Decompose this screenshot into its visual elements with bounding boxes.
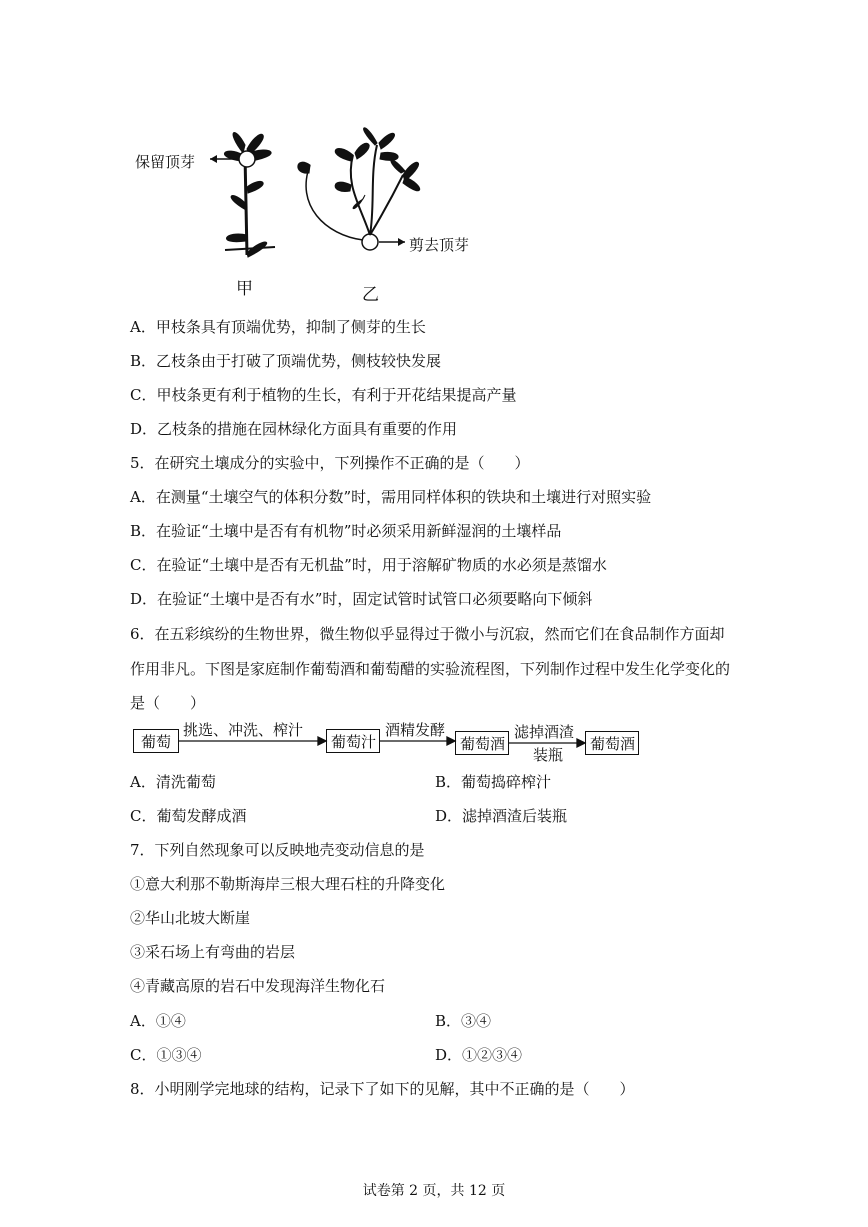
q5-option-d: D．在验证“土壤中是否有水”时，固定试管时试管口必须要略向下倾斜 xyxy=(130,590,593,608)
plant-branches-illustration xyxy=(125,115,485,305)
q6-option-d: D．滤掉酒渣后装瓶 xyxy=(435,807,568,825)
q7-option-c: C．①③④ xyxy=(130,1046,202,1064)
flow-step-3-label-line1: 滤掉酒渣 xyxy=(514,723,575,741)
flow-box-grape: 葡萄 xyxy=(133,729,179,753)
q5-option-b: B．在验证“土壤中是否有有机物”时必须采用新鲜湿润的土壤样品 xyxy=(130,522,562,540)
plant-figure xyxy=(125,115,485,305)
q7-stem: 7．下列自然现象可以反映地壳变动信息的是 xyxy=(130,841,425,859)
q5-stem: 5．在研究土壤成分的实验中，下列操作不正确的是（ ） xyxy=(130,454,530,472)
q4-option-c: C．甲枝条更有利于植物的生长，有利于开花结果提高产量 xyxy=(130,386,517,404)
q7-item-4: ④青藏高原的岩石中发现海洋生物化石 xyxy=(130,977,386,995)
q6-stem-line-2: 作用非凡。下图是家庭制作葡萄酒和葡萄醋的实验流程图，下列制作过程中发生化学变化的 xyxy=(130,660,731,678)
q5-option-c: C．在验证“土壤中是否有无机盐”时，用于溶解矿物质的水必须是蒸馏水 xyxy=(130,556,607,574)
q5-option-a: A．在测量“土壤空气的体积分数”时，需用同样体积的铁块和土壤进行对照实验 xyxy=(130,488,652,506)
caption-yi: 乙 xyxy=(362,285,379,305)
caption-jia: 甲 xyxy=(236,279,253,299)
page-footer: 试卷第 2 页，共 12 页 xyxy=(362,1183,506,1199)
q6-stem-line-1: 6．在五彩缤纷的生物世界，微生物似乎显得过于微小与沉寂，然而它们在食品制作方面却 xyxy=(130,625,725,643)
flow-step-1-label: 挑选、冲洗、榨汁 xyxy=(183,721,304,739)
plant-jia xyxy=(224,133,275,257)
q7-option-a: A．①④ xyxy=(130,1012,186,1030)
q7-item-3: ③采石场上有弯曲的岩层 xyxy=(130,943,296,961)
q6-option-c: C．葡萄发酵成酒 xyxy=(130,807,247,825)
flow-box-wine: 葡萄酒 xyxy=(455,731,509,755)
q4-option-b: B．乙枝条由于打破了顶端优势，侧枝较快发展 xyxy=(130,352,442,370)
q6-stem-line-3: 是（ ） xyxy=(130,694,206,712)
q7-item-2: ②华山北坡大断崖 xyxy=(130,909,251,927)
q8-stem: 8．小明刚学完地球的结构，记录下了如下的见解，其中不正确的是（ ） xyxy=(130,1080,635,1098)
label-keep-bud: 保留顶芽 xyxy=(135,153,196,171)
flow-step-2-label: 酒精发酵 xyxy=(385,721,446,739)
flow-step-3-label-line2: 装瓶 xyxy=(533,746,564,764)
q7-item-1: ①意大利那不勒斯海岸三根大理石柱的升降变化 xyxy=(130,875,446,893)
plant-yi xyxy=(298,128,420,250)
q4-option-a: A．甲枝条具有顶端优势，抑制了侧芽的生长 xyxy=(130,318,426,336)
q6-option-b: B．葡萄捣碎榨汁 xyxy=(435,773,552,791)
q7-option-b: B．③④ xyxy=(435,1012,492,1030)
flow-box-wine-final: 葡萄酒 xyxy=(585,731,639,755)
q7-option-d: D．①②③④ xyxy=(435,1046,523,1064)
q6-option-a: A．清洗葡萄 xyxy=(130,773,216,791)
q4-option-d: D．乙枝条的措施在园林绿化方面具有重要的作用 xyxy=(130,420,458,438)
label-cut-bud: 剪去顶芽 xyxy=(409,236,470,254)
flow-box-juice: 葡萄汁 xyxy=(326,729,380,753)
